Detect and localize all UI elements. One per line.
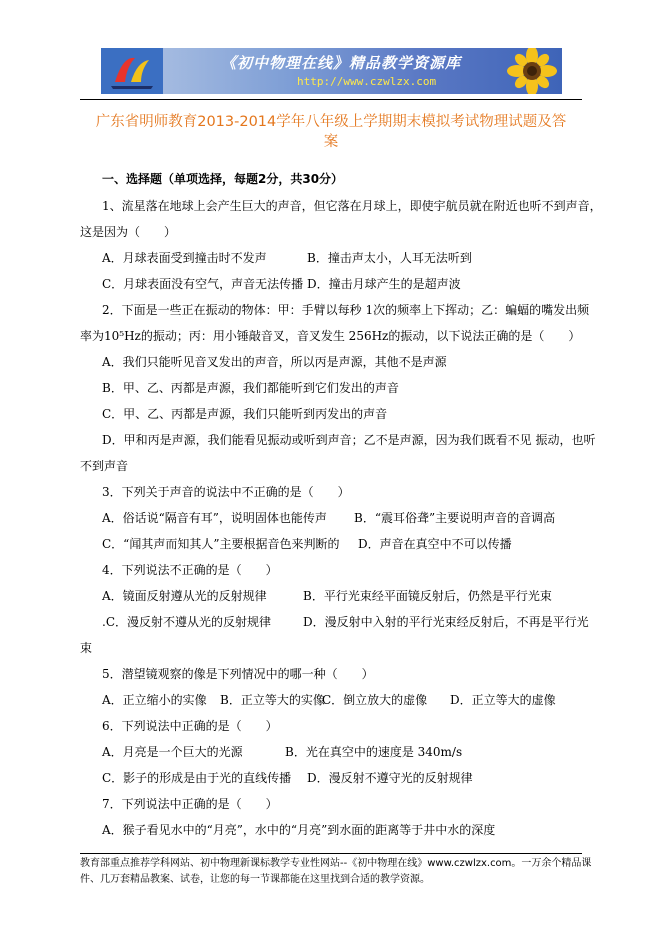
sunflower-icon: [492, 48, 562, 94]
q3-option-a: A．俗话说“隔音有耳”，说明固体也能传声: [102, 511, 327, 525]
q1-option-c: C．月球表面没有空气，声音无法传播: [102, 277, 304, 291]
q4-option-a: A．镜面反射遵从光的反射规律: [102, 589, 267, 603]
question-3-text: 3．下列关于声音的说法中不正确的是（ ）: [102, 485, 350, 499]
question-7-text: 7．下列说法中正确的是（ ）: [102, 797, 278, 811]
q4-option-c: .C．漫反射不遵从光的反射规律: [102, 615, 271, 629]
q2-option-a: A．我们只能听见音叉发出的声音，所以丙是声源，其他不是声源: [102, 355, 447, 369]
header-rule: [80, 99, 582, 100]
section-heading: 一、选择题（单项选择，每题2分，共30分）: [102, 172, 344, 186]
question-6-text: 6．下列说法中正确的是（ ）: [102, 719, 278, 733]
q5-option-a: A．正立缩小的实像: [102, 693, 207, 707]
q3-option-c: C．“闻其声而知其人”主要根据音色来判断的: [102, 537, 340, 551]
q5-option-d: D．正立等大的虚像: [450, 693, 556, 707]
q4-option-d: D．漫反射中入射的平行光束经反射后，不再是平行光: [303, 615, 589, 629]
document-title-line: 案: [323, 134, 339, 150]
q6-option-c: C．影子的形成是由于光的直线传播: [102, 771, 292, 785]
document-title-line: 广东省明师教育2013-2014学年八年级上学期期末模拟考试物理试题及答: [95, 114, 567, 130]
q6-option-b: B．光在真空中的速度是 340m/s: [285, 745, 463, 759]
question-1-text: 1、流星落在地球上会产生巨大的声音，但它落在月球上，即使宇航员就在附近也听不到声音，: [102, 199, 602, 213]
footer-rule: [80, 853, 582, 854]
logo-icon: [101, 48, 163, 94]
q7-option-a: A．猴子看见水中的“月亮”，水中的“月亮”到水面的距离等于井中水的深度: [102, 823, 496, 837]
q1-option-b: B．撞击声太小，人耳无法听到: [307, 251, 472, 265]
q3-option-b: B．“震耳俗聋”主要说明声音的音调高: [354, 511, 556, 525]
header-banner: [101, 48, 562, 94]
document-title: [80, 112, 582, 152]
question-2-text: 率为10⁵Hz的振动；丙：用小锤敲音叉，音叉发生 256Hz的振动，以下说法正确的是（ ）: [80, 329, 581, 343]
q2-option-c: C．甲、乙、丙都是声源，我们只能听到丙发出的声音: [102, 407, 388, 421]
q2-option-b: B．甲、乙、丙都是声源，我们都能听到它们发出的声音: [102, 381, 399, 395]
banner-url[interactable]: http://www.czwlzx.com: [297, 75, 437, 88]
footer-text: 件、几万套精品教案、试卷，让您的每一节课都能在这里找到合适的教学资源。: [80, 874, 430, 885]
question-1-text: 这是因为（ ）: [80, 225, 177, 239]
q5-option-b: B．正立等大的实像: [220, 693, 325, 707]
q4-option-b: B．平行光束经平面镜反射后，仍然是平行光束: [303, 589, 552, 603]
q2-option-d: D．甲和丙是声源，我们能看见振动或听到声音；乙不是声源，因为我们既看不见 振动，也听: [102, 433, 596, 447]
q1-option-d: D．撞击月球产生的是超声波: [307, 277, 461, 291]
q3-option-d: D．声音在真空中不可以传播: [358, 537, 512, 551]
q5-option-c: C．倒立放大的虚像: [322, 693, 428, 707]
banner-title: 《初中物理在线》精品教学资源库: [221, 54, 462, 72]
q2-option-d-cont: 不到声音: [80, 459, 129, 473]
question-2-text: 2．下面是一些正在振动的物体：甲：手臂以每秒 1次的频率上下挥动；乙：蝙蝠的嘴发出频: [102, 303, 590, 317]
question-5-text: 5．潜望镜观察的像是下列情况中的哪一种（ ）: [102, 667, 374, 681]
q4-option-d-cont: 束: [80, 641, 93, 655]
question-4-text: 4．下列说法不正确的是（ ）: [102, 563, 278, 577]
q1-option-a: A．月球表面受到撞击时不发声: [102, 251, 267, 265]
footer-text: 教育部重点推荐学科网站、初中物理新课标教学专业性网站--《初中物理在线》www.czwlzx.com。一万余个精品课: [80, 858, 592, 869]
logo: [101, 48, 163, 94]
q6-option-a: A．月亮是一个巨大的光源: [102, 745, 243, 759]
q6-option-d: D．漫反射不遵守光的反射规律: [307, 771, 473, 785]
